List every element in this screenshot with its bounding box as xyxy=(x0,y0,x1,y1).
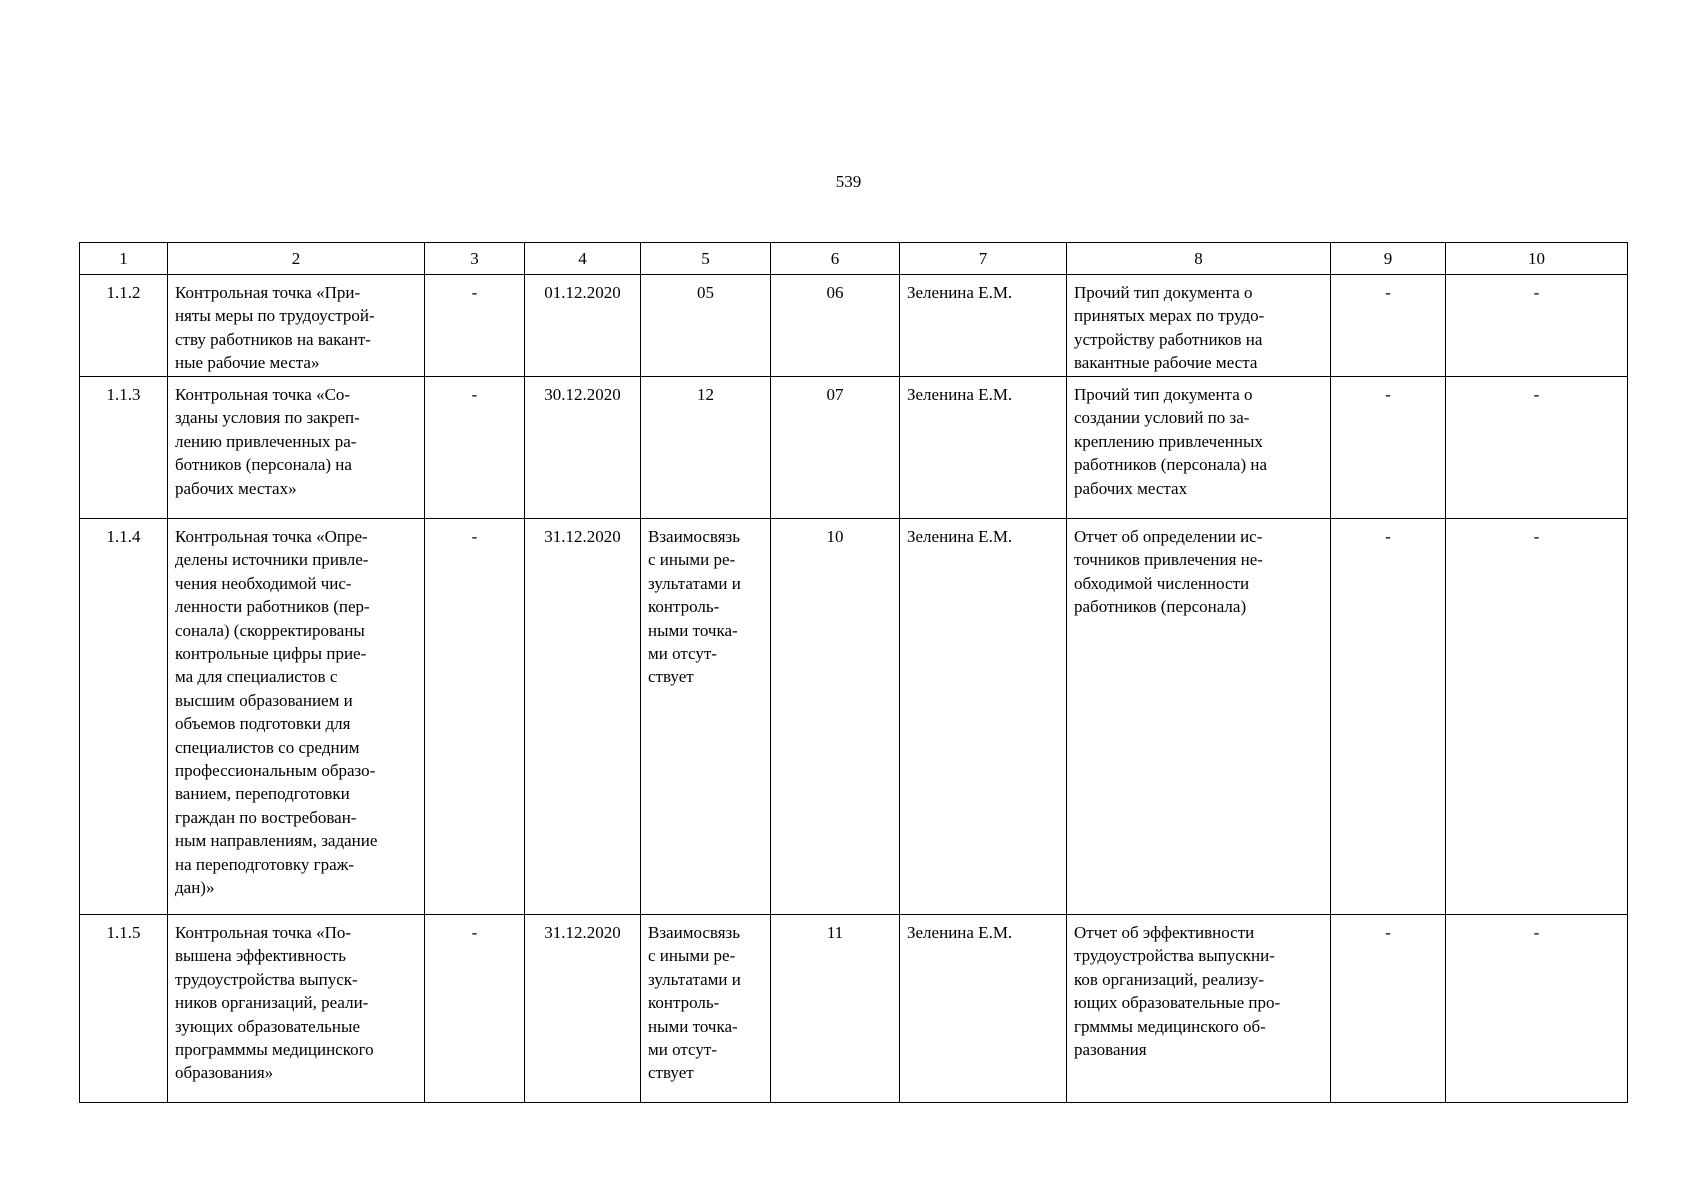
date-cell: 01.12.2020 xyxy=(525,275,641,377)
row-number: 1.1.3 xyxy=(80,377,168,519)
date-cell: 31.12.2020 xyxy=(525,915,641,1103)
header-cell: 9 xyxy=(1331,243,1446,275)
control-point-name: Контрольная точка «Со- зданы условия по закреп- лению привлеченных ра- ботников (персонала) на рабочих местах» xyxy=(168,377,425,519)
cell-col10: - xyxy=(1446,915,1628,1103)
table-row xyxy=(80,915,1628,1103)
responsible-cell: Зеленина Е.М. xyxy=(900,275,1067,377)
table-row xyxy=(80,519,1628,915)
cell-col9: - xyxy=(1331,915,1446,1103)
cell-col5: 12 xyxy=(641,377,771,519)
cell-col6: 10 xyxy=(771,519,900,915)
control-point-name: Контрольная точка «По- вышена эффективность трудоустройства выпуск- ников организаций, реали- зующих образовательные программмы медицинского образования» xyxy=(168,915,425,1103)
cell-col3: - xyxy=(425,915,525,1103)
control-point-name: Контрольная точка «При- няты меры по трудоустрой- ству работников на вакант- ные рабочие места» xyxy=(168,275,425,377)
header-cell: 5 xyxy=(641,243,771,275)
cell-col6: 07 xyxy=(771,377,900,519)
cell-col5: Взаимосвязь с иными ре- зультатами и контроль- ными точка- ми отсут- ствует xyxy=(641,519,771,915)
cell-col5: Взаимосвязь с иными ре- зультатами и контроль- ными точка- ми отсут- ствует xyxy=(641,915,771,1103)
header-cell: 8 xyxy=(1067,243,1331,275)
row-number: 1.1.2 xyxy=(80,275,168,377)
cell-col9: - xyxy=(1331,275,1446,377)
header-cell: 10 xyxy=(1446,243,1628,275)
header-cell: 4 xyxy=(525,243,641,275)
control-points-table xyxy=(79,242,1628,1103)
cell-col3: - xyxy=(425,519,525,915)
control-point-name: Контрольная точка «Опре- делены источники привле- чения необходимой чис- ленности работников (пер- сонала) (скорректированы контрольные цифры прие- ма для специалистов с высшим образованием и объемов подготовки для специалистов со средним профессиональным образо- ванием, переподготовки граждан по востребован- ным направлениям, задание на переподготовку граж- дан)» xyxy=(168,519,425,915)
document-cell: Прочий тип документа о создании условий по за- креплению привлеченных работников (персонала) на рабочих местах xyxy=(1067,377,1331,519)
date-cell: 30.12.2020 xyxy=(525,377,641,519)
table-row xyxy=(80,275,1628,377)
cell-col5: 05 xyxy=(641,275,771,377)
responsible-cell: Зеленина Е.М. xyxy=(900,377,1067,519)
cell-col3: - xyxy=(425,275,525,377)
cell-col10: - xyxy=(1446,377,1628,519)
header-cell: 1 xyxy=(80,243,168,275)
document-cell: Прочий тип документа о принятых мерах по трудо- устройству работников на вакантные рабочие места xyxy=(1067,275,1331,377)
row-number: 1.1.5 xyxy=(80,915,168,1103)
header-cell: 2 xyxy=(168,243,425,275)
cell-col9: - xyxy=(1331,519,1446,915)
header-cell: 6 xyxy=(771,243,900,275)
responsible-cell: Зеленина Е.М. xyxy=(900,915,1067,1103)
table-header-row xyxy=(80,243,1628,275)
page-number: 539 xyxy=(835,172,862,191)
cell-col9: - xyxy=(1331,377,1446,519)
row-number: 1.1.4 xyxy=(80,519,168,915)
document-cell: Отчет об эффективности трудоустройства выпускни- ков организаций, реализу- ющих образовательные про- грмммы медицинского об- разования xyxy=(1067,915,1331,1103)
cell-col3: - xyxy=(425,377,525,519)
cell-col10: - xyxy=(1446,519,1628,915)
table-row xyxy=(80,377,1628,519)
cell-col6: 06 xyxy=(771,275,900,377)
date-cell: 31.12.2020 xyxy=(525,519,641,915)
responsible-cell: Зеленина Е.М. xyxy=(900,519,1067,915)
header-cell: 7 xyxy=(900,243,1067,275)
cell-col10: - xyxy=(1446,275,1628,377)
cell-col6: 11 xyxy=(771,915,900,1103)
header-cell: 3 xyxy=(425,243,525,275)
document-cell: Отчет об определении ис- точников привлечения не- обходимой численности работников (персонала) xyxy=(1067,519,1331,915)
